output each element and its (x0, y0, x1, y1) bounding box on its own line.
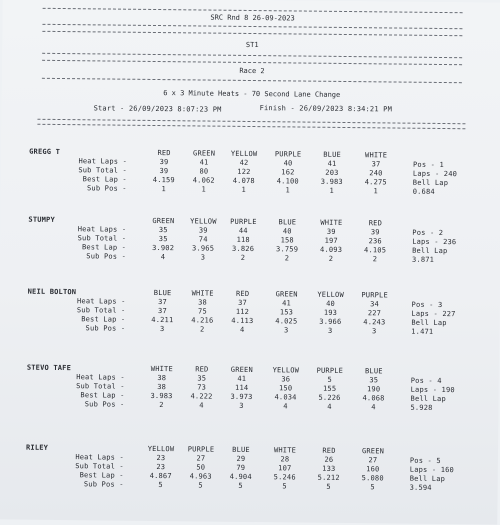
cell-value: 112 (235, 307, 250, 316)
lane-header: YELLOW (147, 444, 175, 454)
cell-value: 39 (159, 167, 169, 176)
sheet-title: SRC Rnd 8 26-09-2023 (210, 13, 295, 23)
cell-value: 4 (240, 325, 245, 334)
row-label: Heat Laps - (76, 373, 125, 382)
cell-value: 34 (370, 300, 380, 309)
cell-value: 37 (158, 307, 167, 316)
lane-header: RED (235, 289, 250, 298)
cell-value: 4 (371, 403, 376, 412)
summary-line: Pos - 5 (409, 456, 441, 466)
cell-value: 150 (279, 384, 293, 393)
summary-line: Bell Lap (412, 246, 448, 256)
cell-value: 5 (282, 482, 287, 491)
cell-value: 3.973 (230, 392, 253, 402)
row-label: Sub Pos - (84, 400, 125, 409)
lane-header: BLUE (153, 288, 172, 298)
summary-line: Bell Lap (412, 178, 449, 188)
cell-value: 160 (366, 465, 380, 474)
cell-value: 193 (323, 308, 338, 317)
cell-value: 23 (156, 463, 166, 472)
cell-value: 35 (197, 374, 207, 383)
cell-value: 4.216 (191, 316, 214, 325)
summary-line: 3.594 (409, 483, 432, 492)
cell-value: 4.034 (274, 393, 297, 402)
lane-header: PURPLE (230, 217, 257, 227)
cell-value: 4.222 (190, 392, 213, 401)
lane-header: GREEN (275, 290, 298, 299)
lane-header: PURPLE (274, 150, 302, 159)
start-time: Start - 26/09/2023 8:07:23 PM (93, 104, 222, 114)
lane-header: GREEN (152, 216, 175, 226)
row-label: Sub Total - (75, 462, 124, 471)
cell-value: 35 (158, 235, 168, 244)
lane-header: PURPLE (316, 366, 344, 375)
cell-value: 3.826 (232, 244, 255, 254)
cell-value: 35 (369, 376, 379, 385)
summary-line: Laps - 227 (411, 309, 456, 319)
lane-header: WHITE (191, 289, 214, 298)
summary-line: Pos - 3 (411, 300, 443, 310)
cell-value: 26 (324, 455, 334, 464)
lane-header: RED (157, 149, 171, 158)
cell-value: 5.226 (318, 393, 341, 402)
cell-value: 158 (280, 236, 294, 245)
lane-header: GREEN (230, 365, 253, 375)
cell-value: 3.983 (150, 391, 173, 401)
cell-value: 50 (196, 463, 206, 472)
cell-value: 38 (157, 374, 167, 383)
cell-value: 79 (236, 463, 246, 472)
cell-value: 4.093 (320, 245, 343, 254)
summary-line: Bell Lap (410, 394, 446, 404)
cell-value: 4 (199, 401, 204, 410)
summary-line: 3.871 (411, 255, 435, 264)
divider (42, 53, 462, 58)
cell-value: 4.904 (229, 472, 252, 482)
finish-time: Finish - 26/09/2023 8:34:21 PM (259, 104, 393, 114)
row-label: Sub Pos - (83, 480, 124, 489)
cell-value: 3 (239, 401, 244, 410)
cell-value: 1 (285, 186, 290, 195)
summary-line: 5.928 (410, 403, 433, 412)
cell-value: 3.983 (320, 177, 343, 186)
summary-line: Bell Lap (411, 318, 447, 328)
row-label: Sub Total - (78, 166, 127, 175)
cell-value: 29 (236, 454, 246, 463)
cell-value: 4 (160, 253, 166, 262)
row-label: Sub Total - (76, 306, 126, 315)
cell-value: 38 (198, 298, 208, 307)
cell-value: 73 (197, 383, 207, 392)
cell-value: 4.211 (151, 315, 174, 325)
row-label: Best Lap - (81, 315, 126, 324)
cell-value: 37 (158, 298, 168, 307)
cell-value: 3 (372, 327, 377, 336)
lane-header: PURPLE (361, 291, 388, 300)
row-label: Sub Total - (76, 382, 125, 391)
cell-value: 2 (200, 325, 205, 334)
cell-value: 2 (372, 255, 378, 264)
divider (42, 24, 462, 29)
driver-name: NEIL BOLTON (27, 287, 77, 297)
lane-header: WHITE (273, 446, 297, 455)
lane-header: PURPLE (187, 445, 215, 454)
divider (42, 60, 462, 65)
summary-line: Laps - 236 (412, 237, 457, 247)
cell-value: 4 (283, 402, 288, 411)
cell-value: 4.113 (231, 316, 254, 326)
lane-header: RED (322, 446, 336, 455)
cell-value: 39 (159, 158, 169, 167)
row-label: Sub Pos - (86, 252, 127, 261)
divider (42, 78, 462, 83)
lane-header: BLUE (278, 218, 297, 227)
cell-value: 39 (198, 226, 208, 235)
cell-value: 3.759 (276, 245, 299, 254)
summary-line: Bell Lap (409, 474, 446, 484)
divider (37, 119, 465, 124)
driver-name: STEVO TAFE (26, 363, 72, 373)
lane-header: RED (195, 365, 209, 374)
row-label: Sub Pos - (85, 324, 126, 333)
row-label: Sub Pos - (86, 184, 127, 193)
cell-value: 41 (282, 299, 292, 308)
race-label: Race 2 (239, 66, 265, 76)
cell-value: 4.078 (232, 176, 255, 186)
cell-value: 35 (158, 226, 168, 235)
cell-value: 203 (325, 168, 339, 177)
driver-name: RILEY (25, 443, 49, 452)
cell-value: 75 (198, 307, 207, 316)
cell-value: 4 (327, 402, 332, 411)
summary-line: 0.684 (412, 187, 435, 196)
divider (37, 124, 465, 129)
cell-value: 114 (235, 383, 249, 392)
cell-value: 3 (328, 326, 333, 335)
cell-value: 1 (373, 187, 378, 196)
cell-value: 4.100 (276, 177, 299, 186)
lane-header: YELLOW (230, 149, 258, 159)
cell-value: 5 (327, 375, 333, 384)
cell-value: 3 (284, 326, 289, 335)
cell-value: 133 (322, 464, 336, 473)
row-label: Heat Laps - (76, 297, 126, 306)
driver-name: STUMPY (28, 215, 55, 224)
cell-value: 3.902 (152, 243, 175, 253)
cell-value: 3 (160, 325, 165, 334)
cell-value: 5 (158, 481, 163, 490)
cell-value: 2 (240, 253, 246, 262)
lane-header: GREEN (361, 447, 385, 456)
cell-value: 4.025 (275, 317, 298, 326)
cell-value: 41 (199, 158, 209, 167)
row-label: Heat Laps - (77, 225, 127, 234)
lane-header: WHITE (150, 364, 173, 374)
summary-line: 1.471 (411, 327, 434, 336)
cell-value: 4.275 (364, 178, 387, 187)
cell-value: 4.867 (149, 471, 172, 481)
cell-value: 42 (239, 158, 249, 167)
cell-value: 44 (238, 226, 248, 235)
cell-value: 1 (329, 186, 334, 195)
cell-value: 5.080 (361, 474, 384, 483)
cell-value: 2 (159, 401, 164, 410)
row-label: Heat Laps - (75, 453, 124, 462)
cell-value: 197 (324, 236, 338, 245)
lane-header: WHITE (365, 151, 388, 160)
cell-value: 41 (237, 374, 247, 383)
cell-value: 162 (281, 168, 295, 177)
summary-line: Pos - 2 (412, 228, 444, 238)
cell-value: 4.062 (192, 176, 215, 185)
lane-header: BLUE (364, 367, 383, 376)
cell-value: 1 (201, 185, 206, 194)
cell-value: 40 (283, 159, 293, 168)
cell-value: 236 (368, 237, 382, 246)
cell-value: 5 (198, 481, 203, 490)
cell-value: 3.965 (192, 244, 215, 253)
cell-value: 2 (284, 254, 290, 263)
lane-header: YELLOW (317, 290, 344, 299)
lane-header: YELLOW (272, 366, 300, 375)
cell-value: 122 (237, 167, 251, 177)
cell-value: 27 (196, 454, 206, 463)
cell-value: 1 (161, 185, 166, 194)
summary-line: Laps - 240 (412, 169, 458, 179)
row-label: Best Lap - (82, 175, 127, 184)
lane-header: WHITE (320, 218, 343, 227)
driver-name: GREGG T (29, 147, 61, 157)
row-label: Best Lap - (79, 471, 124, 480)
race-format: 6 x 3 Minute Heats - 70 Second Lane Change (163, 89, 341, 99)
cell-value: 5.246 (273, 473, 296, 482)
row-label: Sub Total - (77, 234, 127, 243)
cell-value: 4.068 (362, 394, 385, 403)
cell-value: 5 (326, 482, 331, 491)
cell-value: 155 (322, 384, 337, 393)
cell-value: 240 (369, 169, 383, 178)
row-label: Heat Laps - (78, 157, 128, 166)
cell-value: 74 (198, 235, 208, 244)
divider (42, 31, 462, 36)
lane-header: BLUE (232, 445, 250, 455)
summary-line: Laps - 190 (410, 385, 455, 395)
cell-value: 1 (241, 185, 246, 194)
cell-value: 153 (279, 308, 294, 317)
cell-value: 40 (282, 227, 292, 236)
cell-value: 23 (156, 454, 166, 463)
cell-value: 80 (199, 167, 209, 176)
cell-value: 4.159 (152, 175, 175, 185)
cell-value: 41 (327, 159, 337, 168)
cell-value: 2 (328, 254, 334, 263)
cell-value: 4.243 (363, 318, 386, 327)
cell-value: 40 (326, 299, 336, 308)
cell-value: 37 (238, 298, 248, 307)
cell-value: 3 (200, 253, 206, 262)
cell-value: 227 (367, 309, 382, 318)
cell-value: 5.212 (317, 473, 340, 482)
cell-value: 190 (366, 385, 381, 394)
cell-value: 4.963 (189, 472, 212, 481)
lane-header: RED (368, 219, 383, 228)
cell-value: 39 (326, 227, 336, 236)
lane-header: YELLOW (190, 217, 217, 226)
lane-header: GREEN (193, 149, 216, 158)
cell-value: 5 (238, 481, 243, 490)
cell-value: 5 (370, 483, 375, 492)
summary-line: Laps - 160 (409, 465, 455, 475)
cell-value: 27 (368, 456, 378, 465)
cell-value: 118 (236, 235, 250, 244)
row-label: Best Lap - (81, 243, 127, 252)
row-label: Best Lap - (80, 391, 125, 400)
venue-label: ST1 (245, 40, 259, 50)
cell-value: 4.105 (364, 246, 387, 255)
cell-value: 38 (157, 383, 167, 392)
cell-value: 39 (370, 228, 380, 237)
summary-line: Pos - 1 (412, 160, 444, 170)
cell-value: 28 (280, 455, 290, 464)
cell-value: 3.966 (319, 317, 342, 326)
lane-header: BLUE (323, 150, 341, 159)
cell-value: 107 (278, 464, 292, 473)
cell-value: 36 (281, 375, 291, 384)
cell-value: 37 (371, 160, 381, 169)
summary-line: Pos - 4 (410, 376, 442, 386)
